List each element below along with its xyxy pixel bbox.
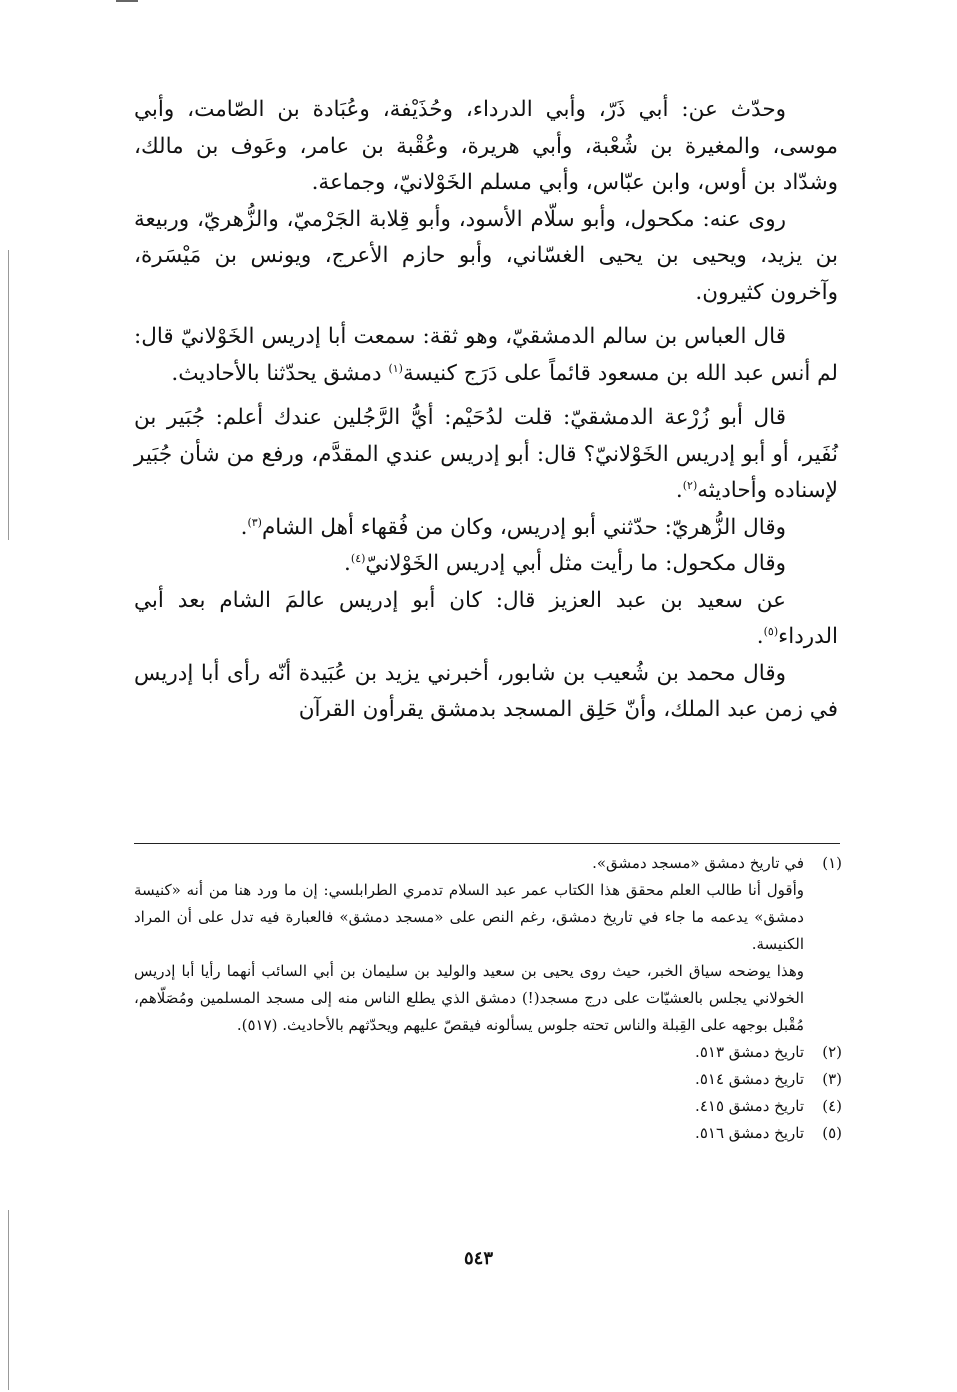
footnote-text: تاريخ دمشق ٤١٥. [695,1097,804,1115]
footnote-text: تاريخ دمشق ٥١٣. [695,1043,804,1061]
footnote-separator [134,843,840,844]
paragraph-said [134,583,838,656]
footnote-3 [134,1066,842,1093]
paragraph-muhammad [134,656,838,729]
period: . [240,514,248,540]
footnote-1 [134,850,842,877]
footnote-number: (٥) [822,1124,842,1142]
paragraph-zuhri [134,510,838,547]
scan-mark [116,0,138,2]
paragraph-teachers [134,92,838,202]
paragraph-abu-zura [134,400,838,510]
footnote-ref[interactable]: (٥) [763,624,779,638]
footnote-1-context: وهذا يوضحه سياق الخبر، حيث روى يحيى بن سعيد والوليد بن سليمان بن أبي السائب أنهما رأيا أبا إدريس الخولاني يجلس بالعشيّات على درج مسجد(!) دمشق الذي يطلع الناس منه إلى مسجد المسلمين ومُصَلّاهم، مُقْبل بوجهه على القِبلة والناس تحته جلوس يسألونه فيقصّ عليهم ويحدّثهم بالأحاديث. (٥١٧). [134,962,804,1034]
paragraph-makhul [134,546,838,583]
footnote-number: (٢) [822,1043,842,1061]
paragraph-text: وقال محمد بن شُعيب بن شابور، أخبرني يزيد بن عُبَيدة أنّه رأى أبا إدريس في زمن عبد الملك، وأنّ حَلِق المسجد بدمشق يقرأون القرآن [134,660,838,722]
period: . [756,624,764,649]
paragraph-text: وقال الزُّهريّ: حدّثني أبو إدريس، وكان من فُقهاء أهل الشام [261,514,786,540]
footnotes [134,850,842,1147]
footnote-4 [134,1093,842,1120]
period: . [675,478,683,503]
footnote-number: (٤) [822,1097,842,1115]
paragraph-text: دمشق يحدّثنا بالأحاديث. [171,360,382,386]
footnote-1-comment: وأقول أنا طالب العلم محقق هذا الكتاب عمر عبد السلام تدمري الطرابلسي: إن ما ورد هنا من أنه «كنيسة دمشق» يدعمه ما جاء في تاريخ دمشق، رغم النص على «مسجد دمشق» فالعبارة فيه تدل على أن المراد الكنيسة. [134,881,804,953]
footnote-ref[interactable]: (٢) [682,478,698,492]
paragraph-text: وحدّث عن: أبي ذَرّ، وأبي الدرداء، وحُذَيْفة، وعُبَادة بن الصّامت، وأبي موسى، والمغيرة بن شُعْبة، وأبي هريرة، وعُقْبة بن عامر، وعَوف بن مالك، وشدّاد بن أوس، وابن عبّاس، وأبي مسلم الخَوْلانيّ، وجماعة. [134,97,838,195]
footnote-text: تاريخ دمشق ٥١٦. [695,1124,804,1142]
main-text [134,92,838,729]
footnote-text: تاريخ دمشق ٥١٤. [695,1070,804,1088]
period: . [344,551,351,576]
footnote-number: (١) [822,854,842,872]
paragraph-text: روى عنه: مكحول، وأبو سلّام الأسود، وأبو قِلابة الجَرْميّ، والزُّهريّ، وربيعة بن يزيد، ويحيى بن يحيى الغسّاني، وأبو حازم الأعرج، ويونس بن مَيْسَرة، وآخرون كثيرون. [134,206,838,305]
footnote-5 [134,1120,842,1147]
paragraph-text: وقال مكحول: ما رأيت مثل أبي إدريس الخَوْلانيّ [365,551,786,576]
footnote-ref[interactable]: (٤) [350,551,366,565]
paragraph-narrators [134,202,838,312]
footnote-number: (٣) [822,1070,842,1088]
paragraph-text: قال أبو زُرْعة الدمشقيّ: قلت لدُحَيْم: أيُّ الرَّجُلين عندك أعلم: جُبَير بن نُفَير، أو أبو إدريس الخَوْلانيّ؟ قال: أبو إدريس عندي المقدَّم، ورفع من شأن جُبَير لإسناده وأحاديثه [134,405,838,503]
footnote-ref[interactable]: (٣) [247,515,262,529]
scan-edge-line [8,1210,9,1390]
paragraph-text: قال العباس بن سالم الدمشقيّ، وهو ثقة: سمعت أبا إدريس الخَوْلانيّ قال: لم أنس عبد الله بن مسعود قائماً على دَرَج كنيسة [134,324,838,386]
footnote-ref[interactable]: (١) [388,361,403,375]
page-number: ٥٤٣ [463,1248,493,1269]
paragraph-text: عن سعيد بن عبد العزيز قال: كان أبو إدريس عالمَ الشام بعد أبي الدرداء [134,587,838,649]
paragraph-abbas [134,319,838,392]
scan-edge-line [8,250,9,540]
footnote-text: في تاريخ دمشق «مسجد دمشق». [592,854,804,872]
footnote-2 [134,1039,842,1066]
